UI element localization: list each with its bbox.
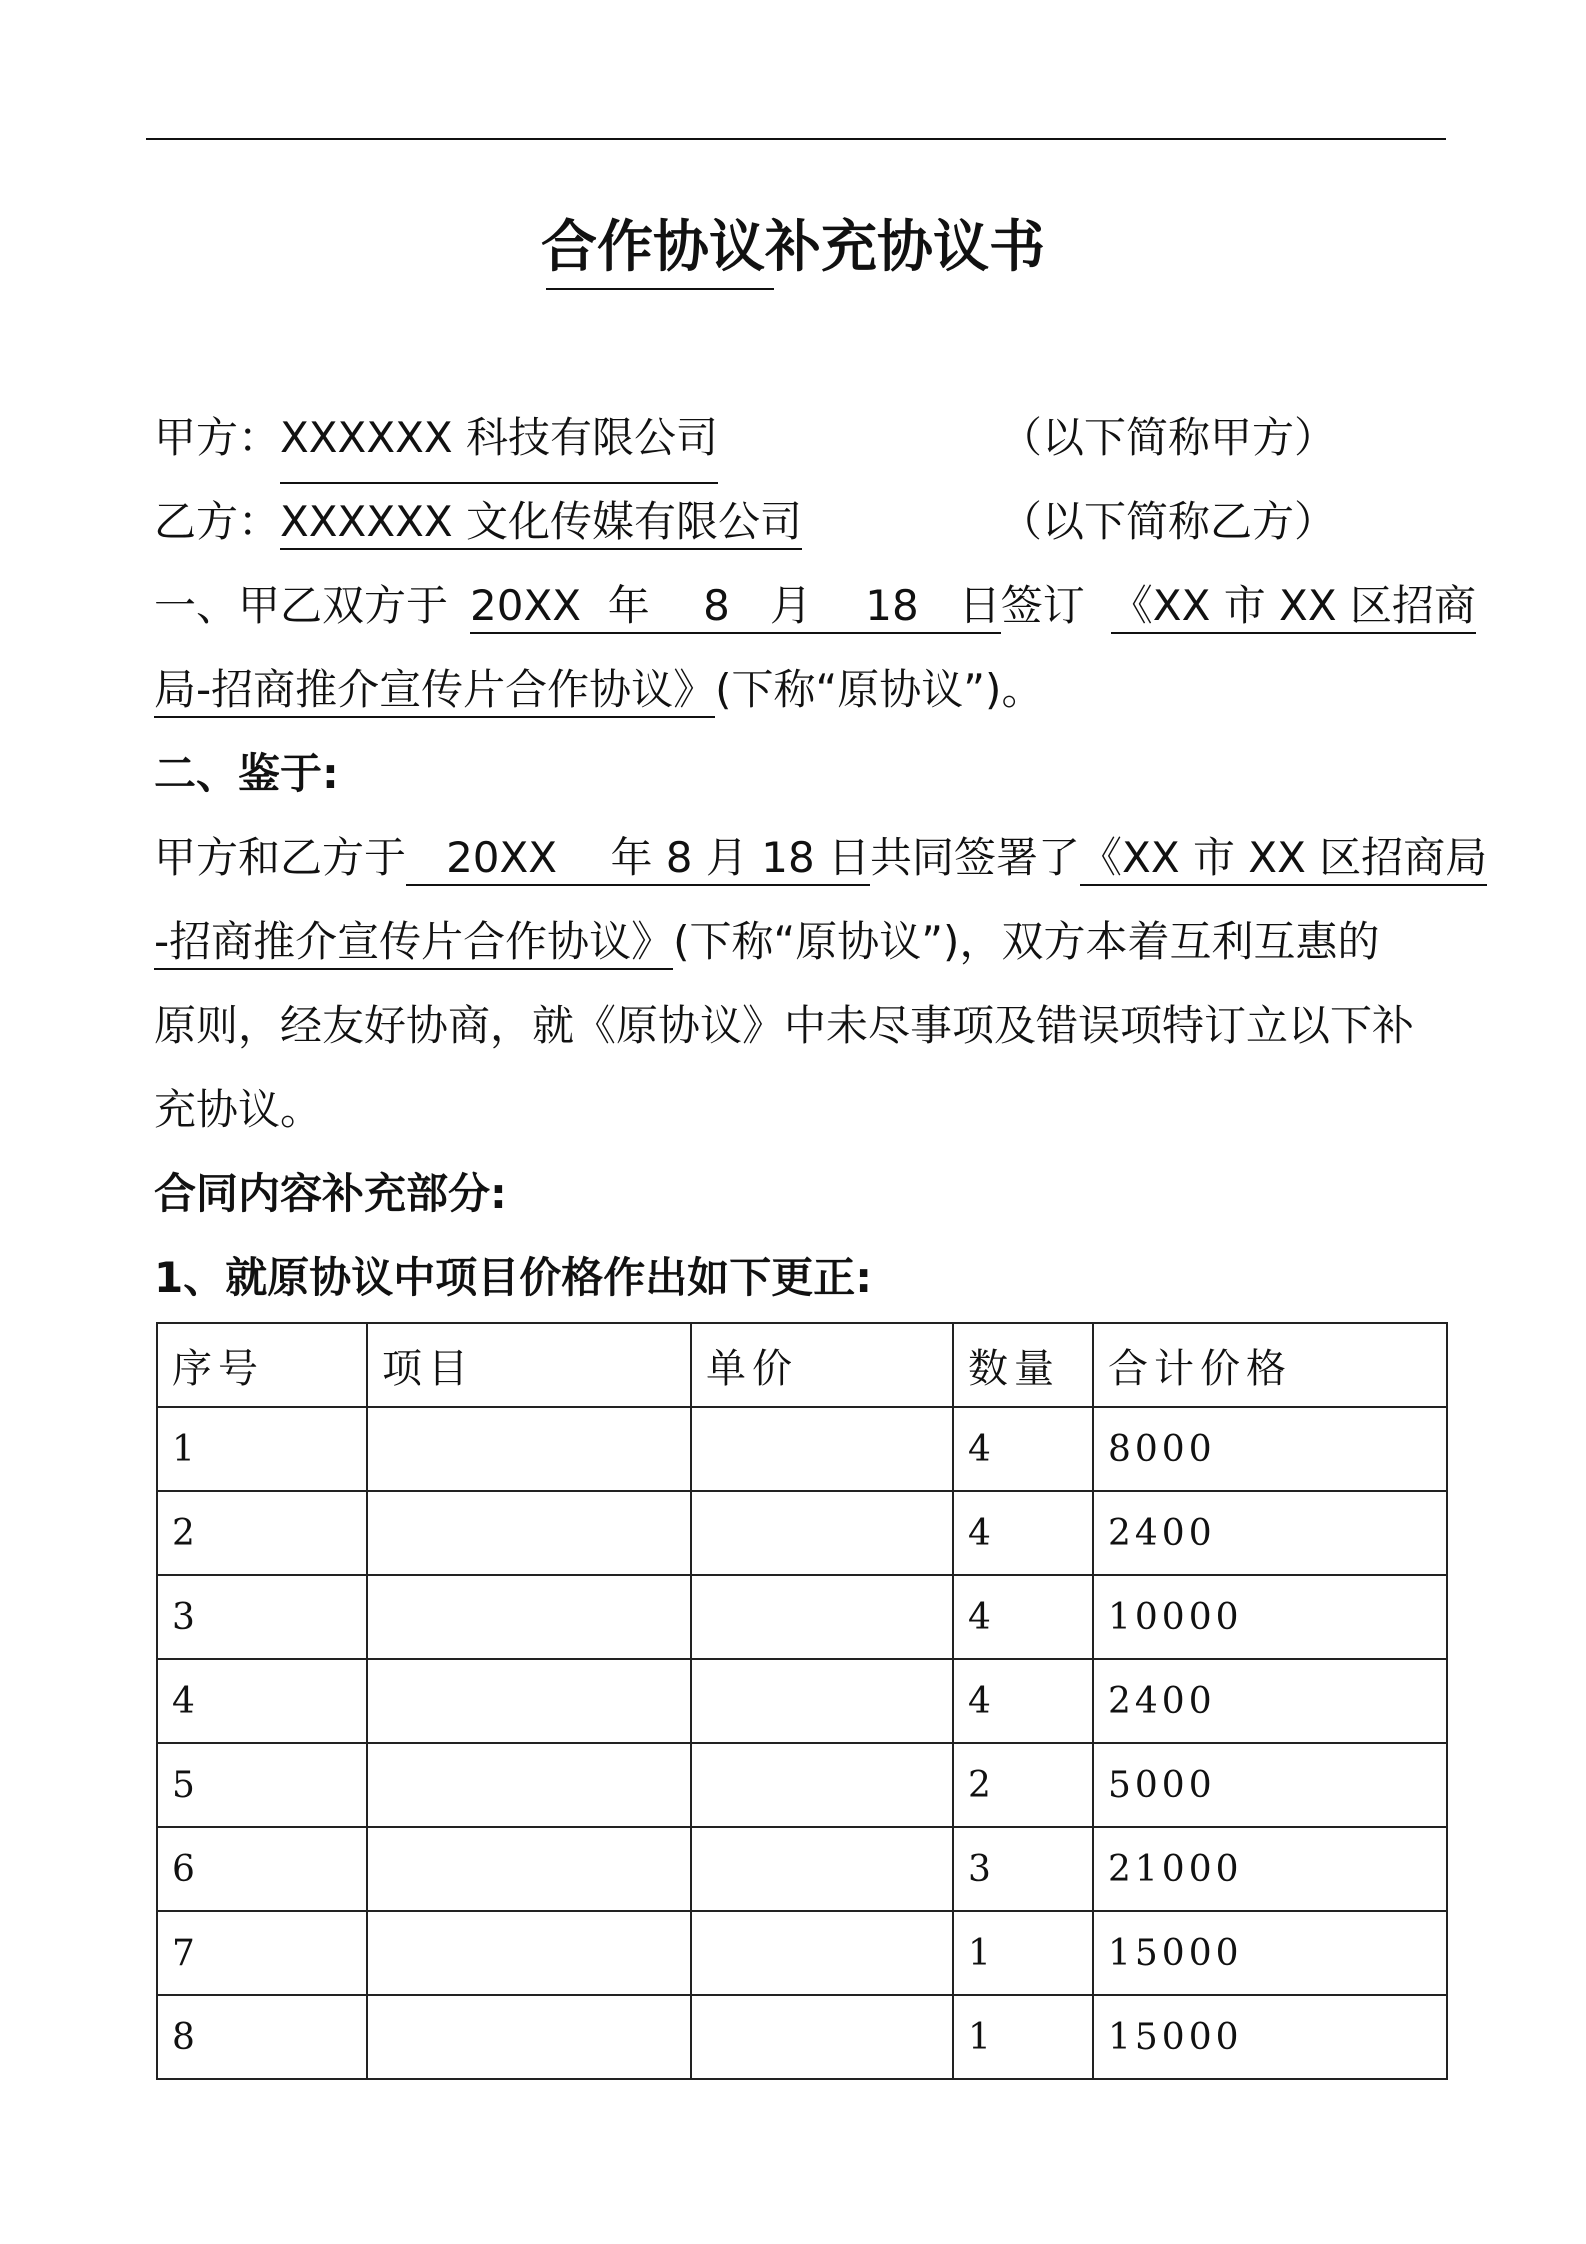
cell-item [367, 1743, 691, 1827]
clause1-agreement-part1: 《XX 市 XX 区招商 [1111, 581, 1476, 634]
cell-unit-price [691, 1491, 953, 1575]
cell-unit-price [691, 1743, 953, 1827]
cell-item [367, 1407, 691, 1491]
cell-unit-price [691, 1827, 953, 1911]
party-b-line [154, 480, 1446, 564]
party-a-label: 甲方： [154, 413, 281, 462]
cell-item [367, 1995, 691, 2079]
document-body [154, 396, 1488, 1320]
table-row [157, 1491, 1447, 1575]
cell-quantity: 4 [953, 1407, 1093, 1491]
header-rule [146, 138, 1446, 140]
party-b-name: XXXXXX 文化传媒有限公司 [280, 497, 802, 550]
clause1-date: 20XX 年 8 月 18 日 [470, 581, 1001, 634]
clause2-line3: 原则，经友好协商，就《原协议》中未尽事项及错误项特订立以下补 [154, 1001, 1415, 1050]
party-b-abbrev: （以下简称乙方） [1000, 497, 1337, 546]
cell-index: 4 [157, 1659, 367, 1743]
clause1-agreement-part2: 局-招商推介宣传片合作协议》 [154, 665, 715, 718]
cell-index: 2 [157, 1491, 367, 1575]
cell-quantity: 1 [953, 1911, 1093, 1995]
cell-index: 8 [157, 1995, 367, 2079]
table-row [157, 1407, 1447, 1491]
cell-index: 7 [157, 1911, 367, 1995]
supplement-heading: 合同内容补充部分: [154, 1169, 507, 1218]
clause1-line2 [154, 648, 1446, 732]
clause2-line2-rest: (下称“原协议”)，双方本着互利互惠的 [673, 917, 1380, 966]
table-row [157, 1659, 1447, 1743]
cell-quantity: 3 [953, 1827, 1093, 1911]
clause2-line4: 充协议。 [154, 1085, 323, 1134]
party-a-name: XXXXXX 科技有限公司 [280, 396, 718, 484]
cell-total-price: 8000 [1093, 1407, 1447, 1491]
clause2-agreement-part1: 《XX 市 XX 区招商局 [1080, 833, 1487, 886]
cell-item [367, 1575, 691, 1659]
cell-total-price: 10000 [1093, 1575, 1447, 1659]
document-title: 合作协议补充协议书 [541, 215, 1045, 280]
cell-unit-price [691, 1659, 953, 1743]
party-b-label: 乙方： [154, 497, 281, 546]
clause1-line1 [154, 564, 1476, 648]
clause2-line2 [154, 900, 1446, 984]
header-total-price: 合计价格 [1093, 1323, 1447, 1407]
table-row [157, 1827, 1447, 1911]
cell-quantity: 1 [953, 1995, 1093, 2079]
cell-index: 3 [157, 1575, 367, 1659]
cell-unit-price [691, 1911, 953, 1995]
cell-item [367, 1659, 691, 1743]
item1-heading: 1、就原协议中项目价格作出如下更正: [154, 1253, 873, 1302]
party-a-abbrev: （以下简称甲方） [1000, 413, 1337, 462]
clause2-agreement-part2: -招商推介宣传片合作协议》 [154, 917, 673, 970]
cell-item [367, 1827, 691, 1911]
table-row [157, 1575, 1447, 1659]
cell-index: 5 [157, 1743, 367, 1827]
cell-index: 1 [157, 1407, 367, 1491]
cell-quantity: 2 [953, 1743, 1093, 1827]
clause2-prefix: 甲方和乙方于 [154, 833, 407, 882]
cell-total-price: 21000 [1093, 1827, 1447, 1911]
cell-quantity: 4 [953, 1575, 1093, 1659]
table-header-row [157, 1323, 1447, 1407]
cell-index: 6 [157, 1827, 367, 1911]
clause1-prefix: 一、甲乙双方于 [154, 581, 449, 630]
party-a-line [154, 396, 1446, 480]
clause1-suffix: (下称“原协议”)。 [715, 665, 1044, 714]
price-correction-table [156, 1322, 1448, 2080]
clause1-verb: 签订 [1000, 581, 1085, 630]
header-unit-price: 单价 [691, 1323, 953, 1407]
cell-item [367, 1911, 691, 1995]
clause2-heading: 二、鉴于: [154, 749, 339, 798]
cell-item [367, 1491, 691, 1575]
cell-total-price: 2400 [1093, 1659, 1447, 1743]
header-index: 序号 [157, 1323, 367, 1407]
title-underline [546, 288, 774, 290]
clause2-verb: 共同签署了 [870, 833, 1081, 882]
table-row [157, 1911, 1447, 1995]
clause2-date: 20XX 年 8 月 18 日 [406, 833, 870, 886]
cell-quantity: 4 [953, 1659, 1093, 1743]
cell-total-price: 15000 [1093, 1995, 1447, 2079]
cell-unit-price [691, 1995, 953, 2079]
cell-total-price: 2400 [1093, 1491, 1447, 1575]
clause2-line1 [154, 816, 1488, 900]
cell-quantity: 4 [953, 1491, 1093, 1575]
header-item: 项目 [367, 1323, 691, 1407]
cell-unit-price [691, 1407, 953, 1491]
table-row [157, 1743, 1447, 1827]
cell-total-price: 15000 [1093, 1911, 1447, 1995]
header-quantity: 数量 [953, 1323, 1093, 1407]
cell-total-price: 5000 [1093, 1743, 1447, 1827]
cell-unit-price [691, 1575, 953, 1659]
table-row [157, 1995, 1447, 2079]
